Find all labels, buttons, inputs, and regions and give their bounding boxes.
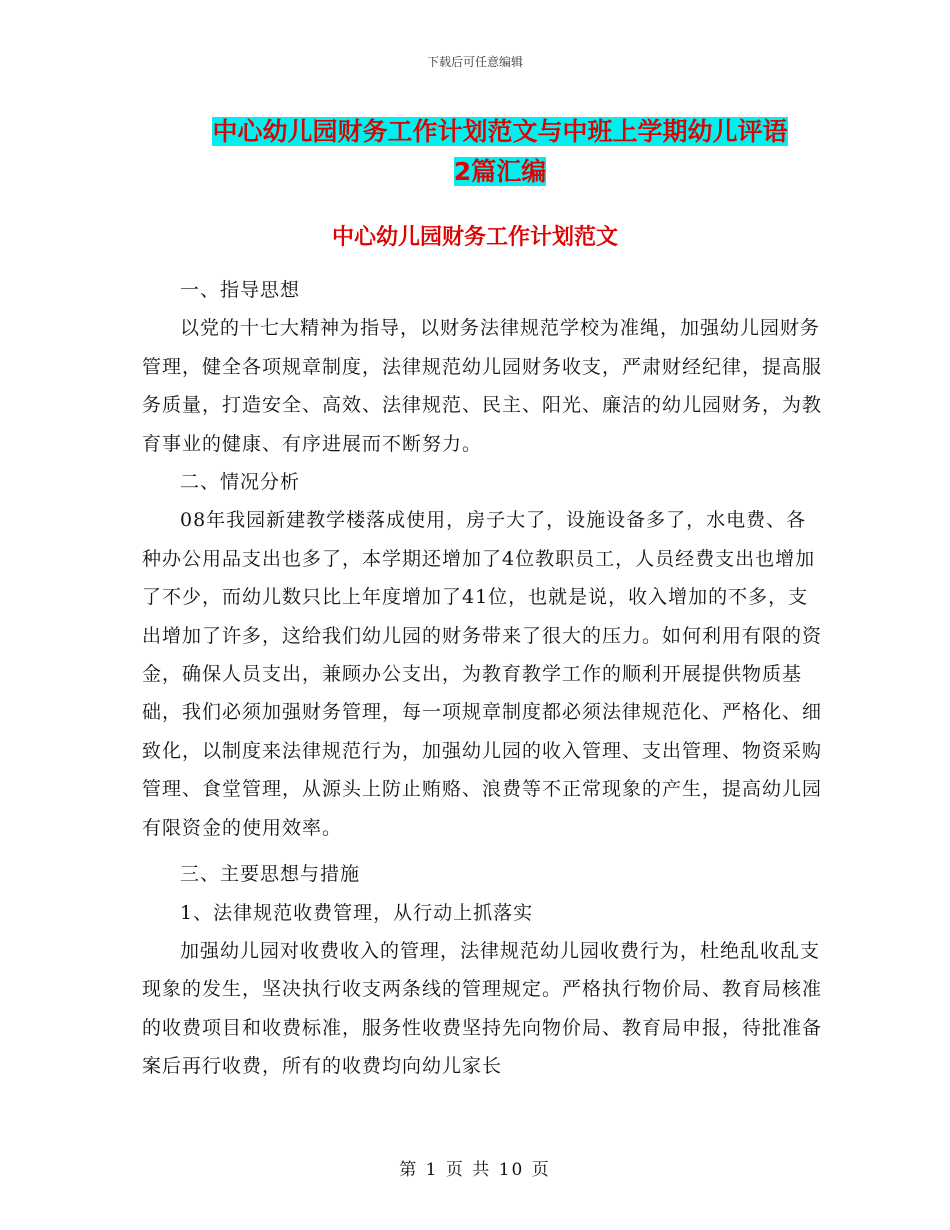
header-note: 下载后可任意编辑 — [426, 55, 523, 69]
section-title: 中心幼儿园财务工作计划范文 — [331, 225, 618, 250]
document-body — [142, 271, 822, 1086]
subheading-fee-management: 1、法律规范收费管理，从行动上抓落实 — [180, 901, 534, 924]
heading-main-measures: 三、主要思想与措施 — [180, 863, 361, 886]
document-title — [120, 112, 880, 192]
paragraph-fee-management: 加强幼儿园对收费收入的管理，法律规范幼儿园收费行为，杜绝乱收乱支现象的发生，坚决执行收支两条线的管理规定。严格执行物价局、教育局核准的收费项目和收费标准，服务性收费坚持先向物价局、教育局申报，待批准备案后再行收费，所有的收费均向幼儿家长 — [142, 939, 823, 1078]
heading-guiding-ideology: 一、指导思想 — [180, 279, 301, 301]
title-line-2: 2篇汇编 — [453, 157, 547, 186]
page-footer: 第 1 页 共 10 页 — [399, 1160, 551, 1180]
heading-situation-analysis: 二、情况分析 — [180, 471, 301, 494]
paragraph-situation-analysis: 08年我园新建教学楼落成使用，房子大了，设施设备多了，水电费、各种办公用品支出也多了，本学期还增加了4位教职员工，人员经费支出也增加了不少，而幼儿数只比上年度增加了41位，也就是说，收入增加的不多，支出增加了许多，这给我们幼儿园的财务带来了很大的压力。如何利用有限的资金，确保人员支出，兼顾办公支出，为教育教学工作的顺利开展提供物质基础，我们必须加强财务管理，每一项规章制度都必须法律规范化、严格化、细致化，以制度来法律规范行为，加强幼儿园的收入管理、支出管理、物资采购管理、食堂管理，从源头上防止贿赂、浪费等不正常现象的产生，提高幼儿园有限资金的使用效率。 — [142, 509, 823, 839]
paragraph-guiding-ideology: 以党的十七大精神为指导，以财务法律规范学校为准绳，加强幼儿园财务管理，健全各项规章制度，法律规范幼儿园财务收支，严肃财经纪律，提高服务质量，打造安全、高效、法律规范、民主、阳光、廉洁的幼儿园财务，为教育事业的健康、有序进展而不断努力。 — [142, 317, 823, 455]
title-line-1: 中心幼儿园财务工作计划范文与中班上学期幼儿评语 — [212, 117, 788, 146]
